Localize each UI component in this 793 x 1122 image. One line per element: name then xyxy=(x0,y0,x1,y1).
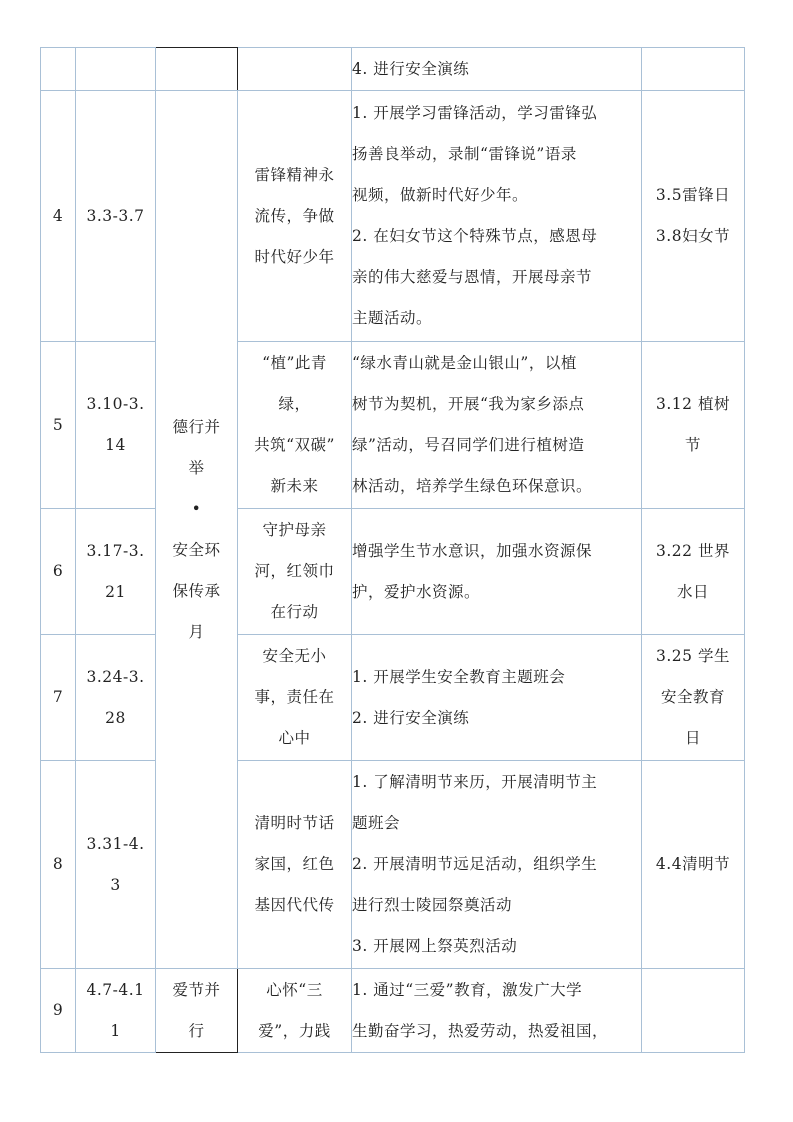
content-line: 主题活动。 xyxy=(352,309,433,327)
content-cell xyxy=(352,509,642,635)
row-number: 9 xyxy=(52,1001,64,1019)
theme-line: 共筑“双碳” xyxy=(254,436,335,454)
weekly-theme-cell xyxy=(238,969,352,1053)
note-cell xyxy=(642,342,745,509)
date-cell xyxy=(76,635,156,761)
row-number-cell xyxy=(41,91,76,342)
note-cell xyxy=(642,969,745,1053)
theme-line: 绿， xyxy=(278,395,311,413)
content-line: 题班会 xyxy=(352,814,401,832)
weekly-theme-cell xyxy=(238,342,352,509)
content-cell xyxy=(352,761,642,969)
note-cell xyxy=(642,48,745,91)
content-cell xyxy=(352,635,642,761)
month-theme-line: 德行并 xyxy=(172,417,221,436)
theme-line: 在行动 xyxy=(270,603,319,621)
content-line: 绿”活动，号召同学们进行植树造 xyxy=(352,436,585,454)
row-number: 5 xyxy=(52,415,64,434)
content-line: 生勤奋学习，热爱劳动，热爱祖国， xyxy=(352,1021,609,1040)
row-number: 8 xyxy=(52,855,64,873)
row-number-cell xyxy=(41,761,76,969)
theme-line: 守护母亲 xyxy=(262,521,327,539)
row-number: 6 xyxy=(52,562,64,580)
row-number: 7 xyxy=(52,688,64,706)
content-line: 扬善良举动，录制“雷锋说”语录 xyxy=(352,145,577,163)
month-theme-line: 行 xyxy=(188,1021,205,1040)
theme-line: 新未来 xyxy=(270,477,319,495)
theme-line: 家国，红色 xyxy=(254,855,335,873)
content-line: 护，爱护水资源。 xyxy=(352,582,481,601)
date-line: 3 xyxy=(110,875,121,894)
month-theme-line: 安全环 xyxy=(172,540,221,559)
table-row xyxy=(41,635,745,761)
content-line: 2. 在妇女节这个特殊节点，感恩母 xyxy=(352,227,598,245)
month-theme-cell xyxy=(156,48,238,91)
month-theme-line: 爱节并 xyxy=(172,980,221,999)
row-number: 4 xyxy=(52,206,64,225)
note-line: 4.4清明节 xyxy=(655,855,731,873)
note-line: 3.25 学生 xyxy=(656,647,730,665)
content-line: 树节为契机，开展“我为家乡添点 xyxy=(352,395,585,413)
date-cell xyxy=(76,761,156,969)
note-line: 水日 xyxy=(676,582,709,601)
theme-line: “植”此青 xyxy=(262,354,327,372)
date-line: 3.24-3. xyxy=(86,667,145,686)
date-cell xyxy=(76,342,156,509)
date-line: 3.31-4. xyxy=(86,834,145,853)
theme-line: 雷锋精神永 xyxy=(254,165,335,184)
date-line: 28 xyxy=(105,708,126,727)
theme-line: 安全无小 xyxy=(262,647,327,665)
note-line: 节 xyxy=(684,436,701,454)
date-cell xyxy=(76,48,156,91)
weekly-theme-cell xyxy=(238,91,352,342)
row-number-cell xyxy=(41,48,76,91)
date-line: 3.3-3.7 xyxy=(86,206,145,225)
table-row xyxy=(41,969,745,1053)
theme-line: 爱”，力践 xyxy=(258,1021,331,1040)
content-cell xyxy=(352,48,642,91)
table-row xyxy=(41,509,745,635)
table-row xyxy=(41,342,745,509)
table-row xyxy=(41,48,745,91)
note-line: 安全教育 xyxy=(660,688,725,706)
theme-line: 基因代代传 xyxy=(254,896,335,914)
date-line: 21 xyxy=(105,582,126,601)
note-line: 3.12 植树 xyxy=(656,395,730,413)
content-line: “绿水青山就是金山银山”，以植 xyxy=(352,354,577,372)
date-cell xyxy=(76,509,156,635)
month-theme-line: • xyxy=(191,499,202,518)
content-cell xyxy=(352,969,642,1053)
weekly-theme-cell xyxy=(238,635,352,761)
theme-line: 清明时节话 xyxy=(254,814,335,832)
date-line: 14 xyxy=(105,436,126,454)
month-theme-line: 举 xyxy=(188,458,205,477)
row-number-cell xyxy=(41,969,76,1053)
month-theme-cell xyxy=(156,91,238,969)
date-line: 4.7-4.1 xyxy=(86,980,145,999)
content-line: 3. 开展网上祭英烈活动 xyxy=(352,937,518,955)
table-row xyxy=(41,91,745,342)
note-cell xyxy=(642,635,745,761)
theme-line: 心怀“三 xyxy=(266,980,323,999)
content-line: 1. 开展学生安全教育主题班会 xyxy=(352,667,566,686)
schedule-table xyxy=(40,47,745,1053)
content-cell xyxy=(352,91,642,342)
content-line: 进行烈士陵园祭奠活动 xyxy=(352,896,513,914)
note-cell xyxy=(642,761,745,969)
content-cell xyxy=(352,342,642,509)
weekly-theme-cell xyxy=(238,509,352,635)
content-line: 2. 进行安全演练 xyxy=(352,708,470,727)
row-number-cell xyxy=(41,509,76,635)
weekly-theme-cell xyxy=(238,48,352,91)
content-line: 1. 了解清明节来历，开展清明节主 xyxy=(352,773,598,791)
row-number-cell xyxy=(41,635,76,761)
content-line: 1. 开展学习雷锋活动，学习雷锋弘 xyxy=(352,104,598,122)
month-theme-line: 月 xyxy=(188,622,205,641)
date-line: 3.17-3. xyxy=(86,541,145,560)
theme-line: 时代好少年 xyxy=(254,247,335,266)
content-line: 亲的伟大慈爱与恩情，开展母亲节 xyxy=(352,268,593,286)
note-cell xyxy=(642,509,745,635)
note-line: 3.22 世界 xyxy=(656,541,730,560)
theme-line: 心中 xyxy=(278,729,311,747)
date-line: 1 xyxy=(110,1021,121,1040)
content-line: 林活动，培养学生绿色环保意识。 xyxy=(352,477,593,495)
content-line: 1. 通过“三爱”教育，激发广大学 xyxy=(352,980,583,999)
month-theme-line: 保传承 xyxy=(172,581,221,600)
content-line: 4. 进行安全演练 xyxy=(352,59,470,78)
weekly-theme-cell xyxy=(238,761,352,969)
row-number-cell xyxy=(41,342,76,509)
note-line: 3.8妇女节 xyxy=(655,227,731,245)
content-line: 增强学生节水意识，加强水资源保 xyxy=(352,541,593,560)
note-cell xyxy=(642,91,745,342)
month-theme-cell xyxy=(156,969,238,1053)
content-line: 2. 开展清明节远足活动，组织学生 xyxy=(352,855,598,873)
theme-line: 河，红领巾 xyxy=(254,562,335,580)
note-line: 日 xyxy=(684,729,701,747)
table-row xyxy=(41,761,745,969)
date-cell xyxy=(76,91,156,342)
content-line: 视频，做新时代好少年。 xyxy=(352,186,529,204)
note-line: 3.5雷锋日 xyxy=(655,186,731,204)
theme-line: 流传，争做 xyxy=(254,206,335,225)
date-line: 3.10-3. xyxy=(86,395,145,413)
theme-line: 事，责任在 xyxy=(254,688,335,706)
date-cell xyxy=(76,969,156,1053)
